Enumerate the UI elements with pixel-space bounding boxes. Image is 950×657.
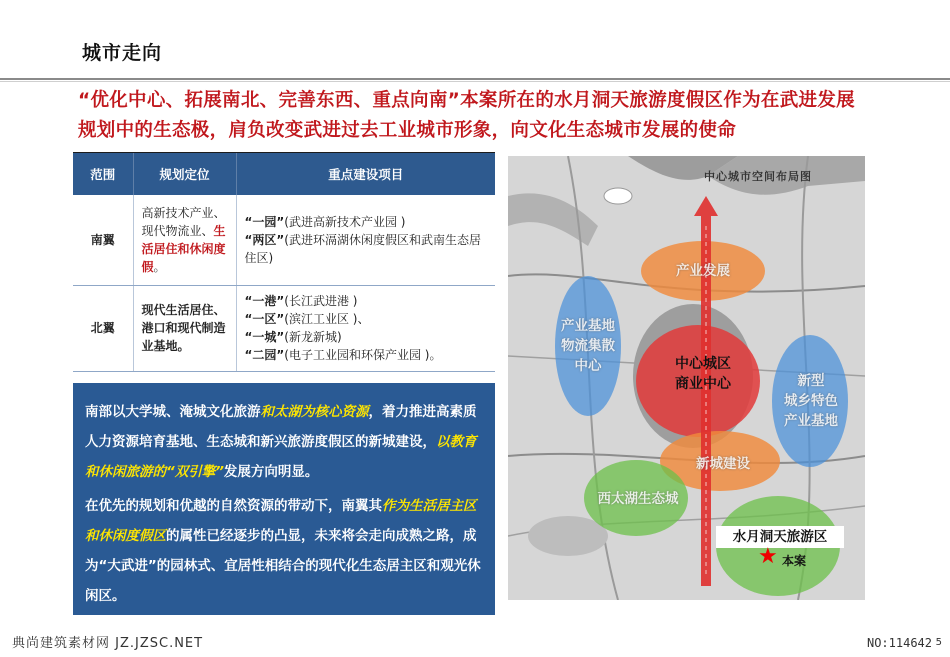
highlight-run: 以教育和休闲旅游的“双引擎” xyxy=(85,434,477,480)
zone-new-city: 新城建设 xyxy=(696,456,750,472)
summary-paragraph-2 xyxy=(85,491,485,611)
star-icon: ★ xyxy=(758,544,778,569)
project-text: (长江武进港 ) xyxy=(284,294,358,308)
project-text: (滨江工业区 )、 xyxy=(284,312,370,326)
highlight-run: 作为生活居主区和休闲度假区 xyxy=(85,498,477,544)
north-project-item xyxy=(245,346,488,364)
north-project-item xyxy=(245,310,488,328)
text-run: 在优先的规划和优越的自然资源的带动下，南翼其 xyxy=(85,498,382,514)
project-text: (武进环滆湖休闲度假区和武南生态居住区) xyxy=(244,232,481,265)
south-positioning-end: 。 xyxy=(153,259,166,274)
south-positioning-highlight: 生活居住和休闲度假 xyxy=(141,223,226,274)
summary-paragraph-1 xyxy=(85,397,485,487)
table-header-row xyxy=(73,153,495,195)
footer-number: NO:114642 xyxy=(866,636,932,650)
case-label: 本案 xyxy=(782,554,807,568)
project-text: (武进高新技术产业园 ) xyxy=(284,214,406,229)
project-key: “一园” xyxy=(244,214,285,229)
text-run: 的属性已经逐步的凸显，未来将会走向成熟之路，成为“大武进”的园林式、宜居性相结合的现代化生态居主区和观光休闲区。 xyxy=(85,528,481,604)
south-project-item xyxy=(245,231,488,267)
project-key: “一城” xyxy=(244,330,285,344)
project-key: “两区” xyxy=(244,232,285,247)
title-divider xyxy=(0,78,950,80)
header-projects: 重点建设项目 xyxy=(236,153,495,195)
table-row-north xyxy=(73,285,495,371)
region-south: 南翼 xyxy=(73,195,133,285)
zone-east-industry: 新型 城乡特色 产业基地 xyxy=(784,373,838,429)
resort-label: 水月洞天旅游区 xyxy=(716,526,844,548)
page-title: 城市走向 xyxy=(82,42,163,64)
headline-text: “优化中心、拓展南北、完善东西、重点向南”本案所在的水月洞天旅游度假区作为在武进发展规划中的生态极，肩负改变武进过去工业城市形象，向文化生态城市发展的使命 xyxy=(78,90,855,141)
project-key: “一港” xyxy=(244,294,285,308)
header-scope: 范围 xyxy=(73,153,133,195)
city-layout-map xyxy=(508,156,865,600)
project-text: (新龙新城) xyxy=(284,330,342,344)
footer-source: 典尚建筑素材网 JZ.JZSC.NET xyxy=(12,636,204,651)
planning-table xyxy=(73,153,495,372)
map-title: 中心城市空间布局图 xyxy=(704,170,812,183)
zone-west-logistics: 产业基地 物流集散 中心 xyxy=(561,318,615,374)
text-run: 南部以大学城、淹城文化旅游 xyxy=(85,404,261,420)
page-number: 5 xyxy=(935,637,942,648)
zone-north-industry: 产业发展 xyxy=(676,263,730,279)
south-project-item xyxy=(245,213,488,231)
north-positioning: 现代生活居住、港口和现代制造业基地。 xyxy=(133,285,236,371)
header-positioning: 规划定位 xyxy=(133,153,236,195)
table-row-south xyxy=(73,195,495,285)
south-positioning-text: 高新技术产业、现代物流业、 xyxy=(141,205,226,238)
project-key: “二园” xyxy=(244,348,285,362)
project-key: “一区” xyxy=(244,312,285,326)
south-projects xyxy=(236,195,495,285)
title-divider-thin xyxy=(0,81,950,82)
highlight-run: 和太湖为核心资源 xyxy=(260,404,369,420)
north-projects xyxy=(236,285,495,371)
text-run: 发展方向明显。 xyxy=(223,464,319,480)
south-positioning xyxy=(133,195,236,285)
project-text: (电子工业园和环保产业园 )。 xyxy=(284,348,442,362)
region-north: 北翼 xyxy=(73,285,133,371)
text-run: ，着力推进高素质人力资源培育基地、生态城和新兴旅游度假区的新城建设， xyxy=(85,404,477,450)
north-project-item xyxy=(245,328,488,346)
north-project-item xyxy=(245,292,488,310)
zone-center-city: 中心城区 商业中心 xyxy=(675,356,731,392)
zone-west-lake: 西太湖生态城 xyxy=(597,491,679,507)
summary-box xyxy=(73,383,495,615)
